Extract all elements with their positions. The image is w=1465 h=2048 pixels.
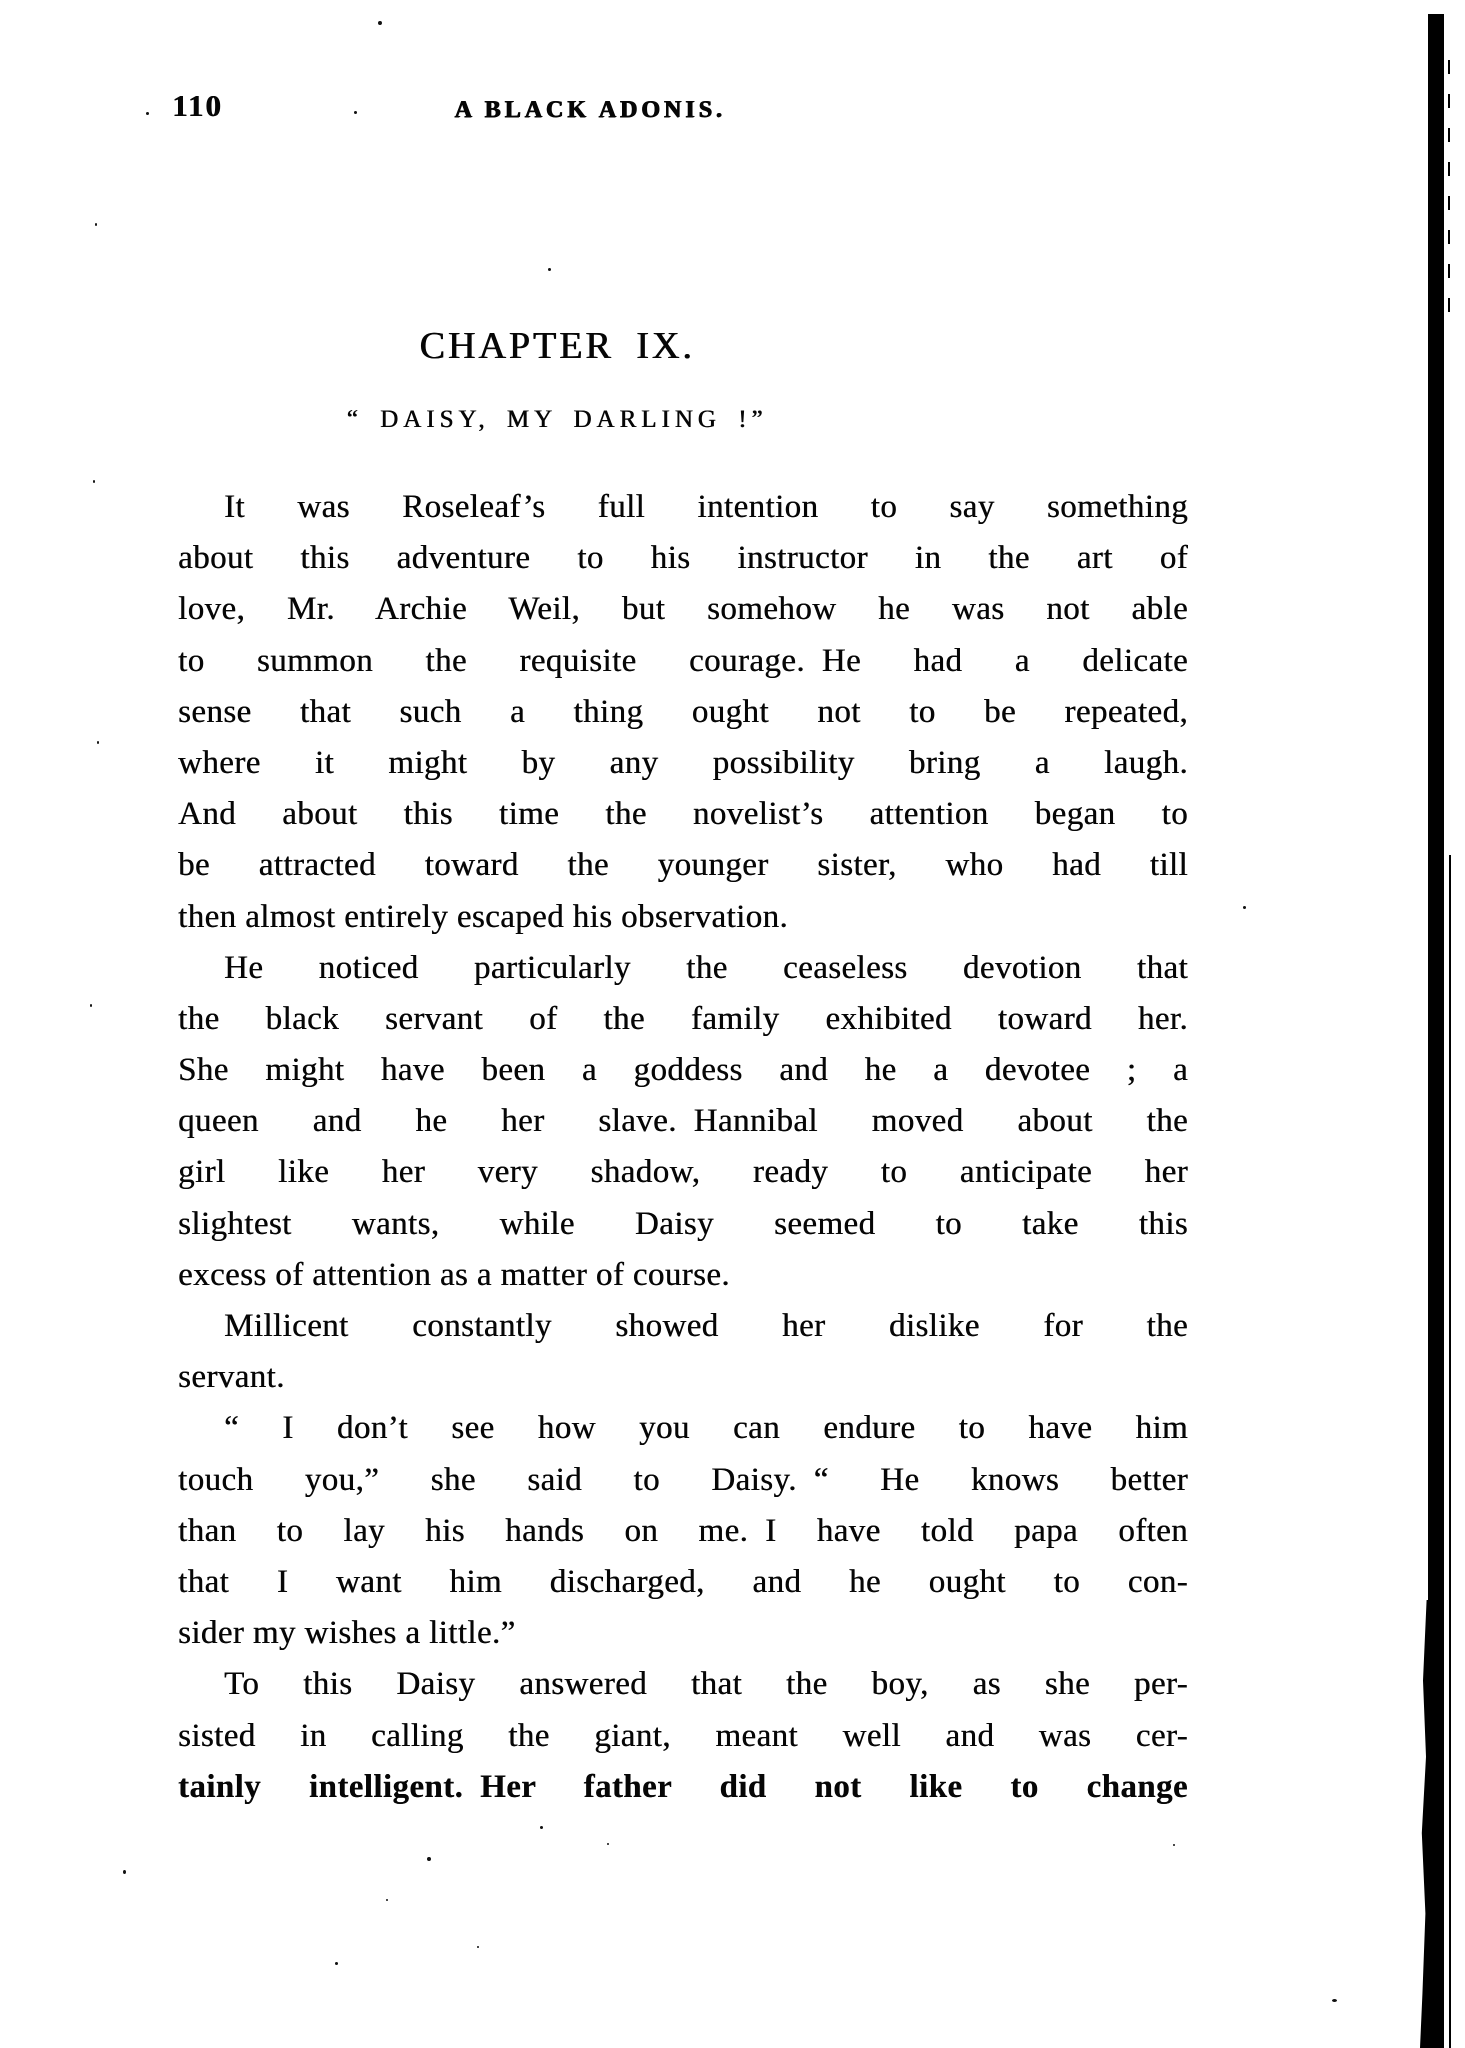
text-line: It was Roseleaf’s full intention to say something — [224, 489, 1188, 525]
dust-speck — [1243, 906, 1246, 909]
text-line: queen and he her slave. Hannibal moved about the — [178, 1103, 1188, 1140]
dust-speck — [386, 1899, 388, 1901]
spine-hairline — [1449, 855, 1451, 2048]
text-line: He noticed particularly the ceaseless devotion that — [224, 949, 1188, 986]
dust-speck — [90, 1004, 92, 1007]
text-line: about this adventure to his instructor in the art of — [178, 540, 1188, 577]
dust-speck — [548, 268, 551, 271]
dust-speck — [354, 111, 357, 114]
text-line: than to lay his hands on me. I have told papa often — [178, 1512, 1188, 1549]
dust-speck — [1173, 1844, 1175, 1846]
text-line: To this Daisy answered that the boy, as she per- — [224, 1666, 1188, 1703]
text-line: sisted in calling the giant, meant well and was cer- — [178, 1717, 1188, 1754]
dust-speck — [335, 1962, 338, 1965]
text-line: love, Mr. Archie Weil, but somehow he was not able — [178, 591, 1188, 628]
page-number: 110 — [172, 88, 223, 123]
chapter-subtitle: “ DAISY, MY DARLING !” — [346, 406, 768, 433]
dust-speck — [146, 112, 149, 115]
text-line: to summon the requisite courage. He had a delicate — [178, 642, 1188, 679]
text-line: sider my wishes a little.” — [178, 1615, 516, 1652]
dust-speck — [378, 21, 382, 25]
text-line: the black servant of the family exhibited toward her. — [178, 1000, 1188, 1037]
dust-speck — [540, 1826, 543, 1829]
text-line: servant. — [178, 1359, 285, 1396]
text-line: where it might by any possibility bring a laugh. — [178, 744, 1188, 781]
text-line: sense that such a thing ought not to be repeated, — [178, 693, 1188, 730]
text-line: be attracted toward the younger sister, who had till — [178, 847, 1188, 884]
text-line: Millicent constantly showed her dislike for the — [224, 1308, 1188, 1344]
spine-dashes — [1448, 60, 1450, 320]
text-line: then almost entirely escaped his observation. — [178, 898, 789, 935]
text-line: excess of attention as a matter of course. — [178, 1256, 730, 1293]
text-line: She might have been a goddess and he a devotee ; a — [178, 1052, 1188, 1089]
dust-speck — [607, 1843, 609, 1845]
dust-speck — [477, 1946, 479, 1948]
dust-speck — [1332, 1999, 1337, 2002]
dust-speck — [123, 1870, 126, 1874]
dust-speck — [97, 741, 99, 744]
text-line: girl like her very shadow, ready to anticipate her — [178, 1154, 1188, 1191]
text-line: that I want him discharged, and he ought to con- — [178, 1563, 1188, 1600]
dust-speck — [95, 223, 97, 226]
text-line: slightest wants, while Daisy seemed to take this — [178, 1205, 1188, 1242]
dust-speck — [427, 1857, 431, 1861]
text-line: And about this time the novelist’s attention began to — [178, 796, 1188, 833]
dust-speck — [93, 480, 95, 483]
text-line: touch you,” she said to Daisy. “ He knows better — [178, 1461, 1188, 1498]
text-line: “ I don’t see how you can endure to have him — [224, 1410, 1188, 1447]
spine-scan-bar-rough — [1420, 1600, 1432, 2048]
text-line: tainly intelligent. Her father did not like to change — [178, 1768, 1188, 1805]
chapter-heading: CHAPTER IX. — [419, 325, 695, 367]
body-text — [178, 482, 1188, 1813]
running-header-title: A BLACK ADONIS. — [454, 97, 726, 123]
